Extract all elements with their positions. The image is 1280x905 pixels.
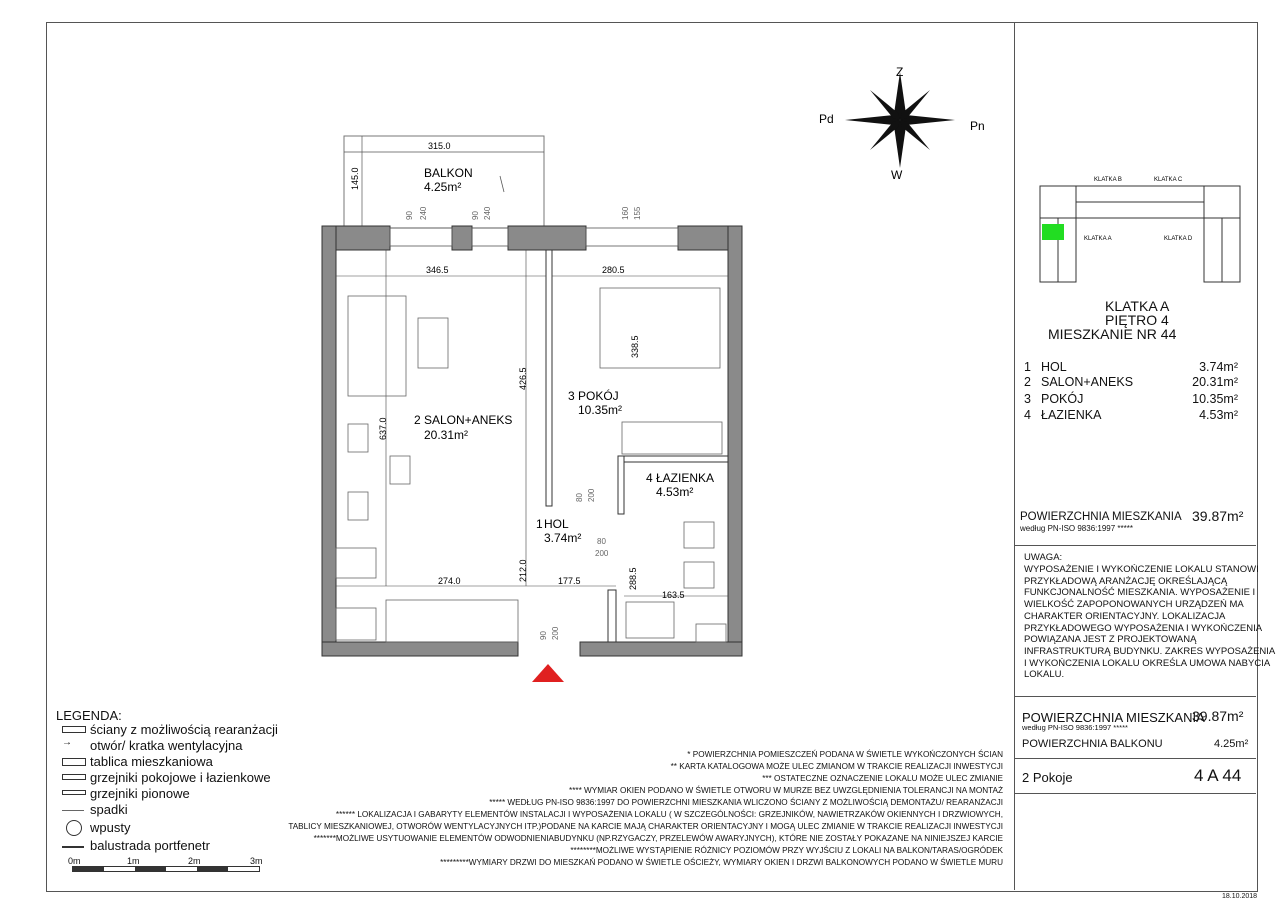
svg-text:280.5: 280.5 [602, 265, 625, 275]
plan-room-2-name: SALON+ANEKS [424, 413, 513, 427]
svg-text:637.0: 637.0 [378, 417, 388, 440]
svg-text:200: 200 [587, 488, 596, 502]
apartment-code: 4 A 44 [1194, 766, 1242, 785]
site-plan [1030, 176, 1256, 286]
svg-text:KLATKA C: KLATKA C [1154, 177, 1183, 183]
dim-315: 315.0 [428, 141, 451, 151]
compass-w: Pd [819, 112, 834, 126]
svg-text:288.5: 288.5 [628, 567, 638, 590]
svg-text:200: 200 [595, 549, 609, 558]
note: *** OSTATECZNE OZNACZENIE LOKALU MOŻE ULEC ZMIANIE [762, 774, 1003, 783]
svg-text:KLATKA D: KLATKA D [1164, 236, 1193, 242]
uwaga-title: UWAGA: [1024, 552, 1063, 563]
plan-room-4-no: 4 [646, 471, 653, 485]
svg-text:163.5: 163.5 [662, 590, 685, 600]
summary-label: POWIERZCHNIA MIESZKANIA [1022, 710, 1205, 725]
scale-2: 2m [188, 856, 201, 866]
plan-room-2-area: 20.31m² [424, 428, 469, 442]
wall-symbol-icon [62, 726, 86, 733]
plan-room-1-area: 3.74m² [544, 531, 582, 545]
svg-text:200: 200 [551, 626, 560, 640]
note: ********MOŻLIWE WYSTĄPIENIE RÓŻNICY POZIOMÓW PRZY WYJŚCIU Z LOKALI NA BALKON/TARAS/OGRÓDEK [570, 846, 1003, 855]
note: * POWIERZCHNIA POMIESZCZEŃ PODANA W ŚWIETLE WYKOŃCZONYCH ŚCIAN [687, 750, 1003, 759]
svg-text:338.5: 338.5 [630, 335, 640, 358]
balcony-area: 4.25m² [424, 180, 462, 194]
note: ** KARTA KATALOGOWA MOŻE ULEC ZMIANOM W TRAKCIE REALIZACJI INWESTYCJI [670, 762, 1003, 771]
svg-text:90: 90 [471, 211, 480, 220]
plan-room-3-no: 3 [568, 389, 575, 403]
compass-e: Pn [970, 119, 985, 133]
svg-text:426.5: 426.5 [518, 367, 528, 390]
scale-3: 3m [250, 856, 263, 866]
svg-text:80: 80 [575, 493, 584, 502]
plan-room-1-name: HOL [544, 517, 569, 531]
furniture [336, 288, 726, 642]
legend-title: LEGENDA: [56, 708, 122, 723]
note: *******MOŻLIWE USYTUOWANIE ELEMENTÓW ODWODNIENIABUDYNKU (NP.RZYGACZY, PRZELEWÓW AWARYJNYCH), KTÓRE NIE ZOSTAŁY POKAZANE NA NINIEJSZEJ KARCIE [313, 834, 1003, 843]
vent-icon: → [62, 737, 72, 748]
total-area-sub: według PN-ISO 9836:1997 ***** [1020, 524, 1133, 533]
railing-icon [62, 846, 84, 848]
header-apartment: MIESZKANIE NR 44 [1048, 326, 1177, 342]
svg-text:90: 90 [405, 211, 414, 220]
scale-bar [72, 866, 260, 872]
svg-text:155: 155 [633, 206, 642, 220]
summary-divider-2 [1014, 793, 1256, 794]
plan-room-1-no: 1 [536, 517, 543, 531]
scale-1: 1m [127, 856, 140, 866]
scale-0: 0m [68, 856, 81, 866]
room-row: 2 SALON+ANEKS 20.31m² [1024, 375, 1238, 389]
svg-text:240: 240 [419, 206, 428, 220]
svg-text:212.0: 212.0 [518, 559, 528, 582]
entry-arrow [532, 664, 564, 682]
room-row: 1 HOL 3.74m² [1024, 360, 1238, 374]
note: TABLICY MIESZKANIOWEJ, OTWORÓW WENTYLACYJNYCH ITP.)PODANE NA KARCIE MAJĄ CHARAKTER ORIENTACYJNY I MOGĄ ULEC ZMIANIE W TRAKCIE REALIZACJI INWESTYCJI [288, 822, 1003, 831]
svg-text:240: 240 [483, 206, 492, 220]
apartment-marker [1042, 224, 1064, 240]
svg-text:346.5: 346.5 [426, 265, 449, 275]
floor-plan [300, 60, 1020, 690]
header-floor: PIĘTRO 4 [1105, 312, 1169, 328]
plan-room-3-name: POKÓJ [578, 389, 619, 403]
compass-s: W [891, 168, 903, 182]
summary-value: 39.87m² [1192, 708, 1244, 724]
vertical-radiator-icon [62, 790, 86, 795]
panel-icon [62, 758, 86, 766]
rooms-count: 2 Pokoje [1022, 770, 1073, 785]
svg-text:90: 90 [539, 631, 548, 640]
drain-icon [66, 820, 82, 836]
plan-room-4-name: ŁAZIENKA [656, 471, 715, 485]
plan-room-2-no: 2 [414, 413, 421, 427]
balcony-value: 4.25m² [1214, 738, 1249, 750]
header-stairwell: KLATKA A [1105, 298, 1170, 314]
compass-rose [845, 72, 955, 168]
svg-text:177.5: 177.5 [558, 576, 581, 586]
compass-n: Z [896, 65, 904, 79]
plan-room-4-area: 4.53m² [656, 485, 694, 499]
date-stamp: 18.10.2018 [1222, 893, 1258, 900]
uwaga-text: WYPOSAŻENIE I WYKOŃCZENIE LOKALU STANOWI PRZYKŁADOWĄ ARANŻACJĘ OKREŚLAJĄCĄ FUNKCJONALNOŚĆ MIESZKANIA. WYPOSAŻENIE I WIELKOŚĆ ZAPOPONOWANYCH URZĄDZEŃ MA CHARAKTER ORIENTACYJNY. LOKALIZACJA PRZYKŁADOWEGO WYPOSAŻENIA I WYKOŃCZENIA POWIĄZANA JEST Z PROJEKTOWANĄ INFRASTRUKTURĄ BUDYNKU. ZAKRES WYPOSAŻENIA I WYKOŃCZENIA LOKALU OKREŚLA UMOWA NABYCIA LOKALU. [1024, 564, 1276, 681]
dim-145: 145.0 [350, 167, 360, 190]
total-area-label: POWIERZCHNIA MIESZKANIA [1020, 511, 1182, 523]
svg-text:80: 80 [597, 537, 606, 546]
svg-text:KLATKA A: KLATKA A [1084, 236, 1112, 242]
note: ****** LOKALIZACJA I GABARYTY ELEMENTÓW INSTALACJI I WYPOSAŻENIA LOKALU ( W SZCZEGÓLNOŚCI: GRZEJNIKÓW, NAWIETRZAKÓW OKIENNYCH I DRZWIOWYCH, [335, 810, 1003, 819]
note: *********WYMIARY DRZWI DO MIESZKAŃ PODANO W ŚWIETLE OŚCIEŻY, WYMIARY OKIEN I DRZWI BALKONOWYCH PODANO W ŚWIETLE MURU [440, 858, 1003, 867]
svg-text:160: 160 [621, 206, 630, 220]
balcony-name: BALKON [424, 166, 473, 180]
summary-divider [1014, 758, 1256, 759]
balcony-label: POWIERZCHNIA BALKONU [1022, 738, 1163, 750]
radiator-icon [62, 774, 86, 780]
plan-room-3-area: 10.35m² [578, 403, 623, 417]
room-row: 3 POKÓJ 10.35m² [1024, 392, 1238, 406]
note: ***** WEDŁUG PN-ISO 9836:1997 DO POWIERZCHNI MIESZKANIA WLICZONO ŚCIANY Z MOŻLIWOŚCIĄ DEMONTAŻU/ REARANŻACJI [489, 798, 1003, 807]
summary-sub: według PN-ISO 9836:1997 ***** [1022, 723, 1128, 732]
slope-icon [62, 810, 84, 811]
svg-text:KLATKA B: KLATKA B [1094, 177, 1122, 183]
room-row: 4 ŁAZIENKA 4.53m² [1024, 408, 1238, 422]
total-area-value: 39.87m² [1192, 508, 1244, 524]
svg-text:274.0: 274.0 [438, 576, 461, 586]
note: **** WYMIAR OKIEN PODANO W ŚWIETLE OTWORU W MURZE BEZ UWZGLĘDNIENIA TOLERANCJI NA MONTAŻ [569, 786, 1003, 795]
